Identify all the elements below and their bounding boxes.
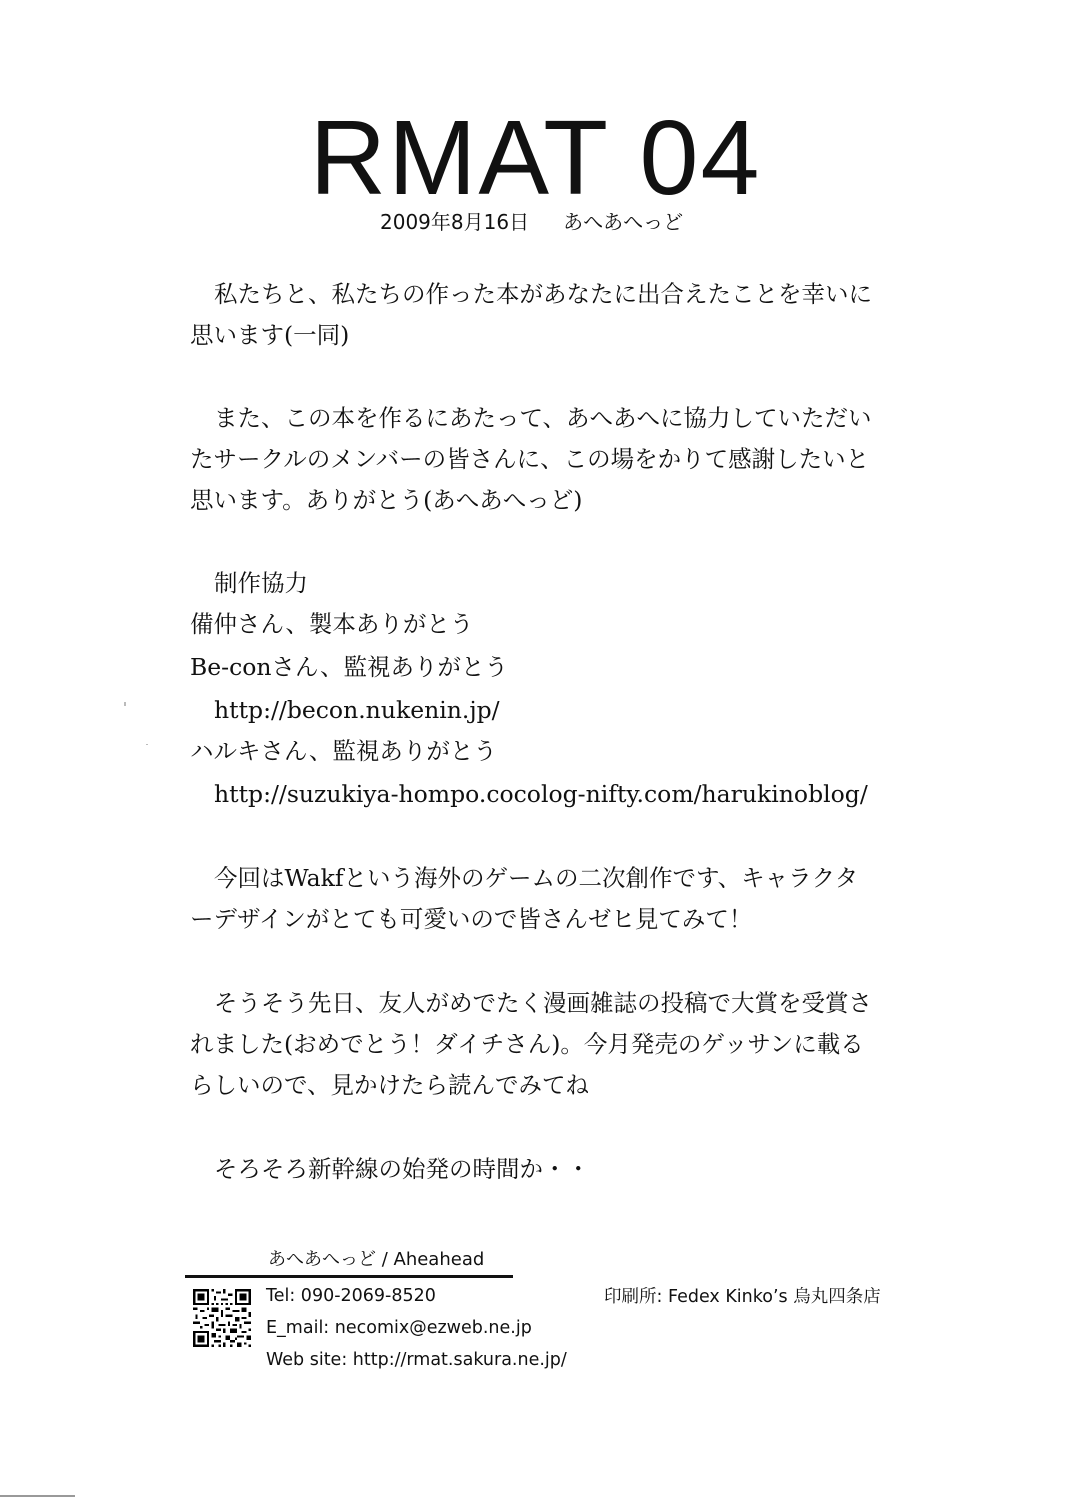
contact-block	[266, 1280, 567, 1376]
paragraph-5-line-1: そろそろ新幹線の始発の時間か・・	[214, 1155, 590, 1183]
publication-line	[380, 207, 800, 237]
qr-code-icon	[193, 1289, 251, 1347]
scan-edge-mark	[0, 1495, 75, 1497]
footer-divider	[185, 1275, 513, 1278]
website-link[interactable]: Web site: http://rmat.sakura.ne.jp/	[266, 1350, 567, 1370]
credit-line-1: 備仲さん、製本ありがとう	[190, 610, 474, 638]
paragraph-4-line-1: そうそう先日、友人がめでたく漫画雑誌の投稿で大賞を受賞さ	[214, 989, 872, 1017]
email-address[interactable]: E_mail: necomix@ezweb.ne.jp	[266, 1318, 532, 1338]
publication-date: 2009年8月16日	[380, 210, 530, 234]
circle-name: あへあへっど	[563, 210, 684, 234]
credit-url-1[interactable]: http://becon.nukenin.jp/	[214, 696, 500, 724]
printer-credit: 印刷所: Fedex Kinko’s 烏丸四条店	[604, 1287, 881, 1307]
footer-circle-name: あへあへっど / Aheahead	[268, 1249, 485, 1270]
credit-line-2: Be-conさん、監視ありがとう	[190, 653, 508, 681]
scan-speck	[124, 702, 126, 706]
paragraph-2-line-2: たサークルのメンバーの皆さんに、この場をかりて感謝したいと	[190, 445, 870, 473]
credits-heading: 制作協力	[214, 569, 308, 597]
credit-line-3: ハルキさん、監視ありがとう	[190, 737, 497, 765]
telephone: Tel: 090-2069-8520	[266, 1286, 436, 1306]
credit-url-2[interactable]: http://suzukiya-hompo.cocolog-nifty.com/harukinoblog/	[214, 780, 868, 808]
paragraph-1-line-2: 思います(一同)	[190, 321, 350, 349]
paragraph-2-line-1: また、この本を作るにあたって、あへあへに協力していただい	[214, 404, 872, 432]
scan-speck	[146, 744, 148, 745]
paragraph-4-line-2: れました(おめでとう！ダイチさん)。今月発売のゲッサンに載る	[190, 1030, 864, 1058]
paragraph-1-line-1: 私たちと、私たちの作った本があなたに出合えたことを幸いに	[214, 280, 872, 308]
page-title: RMAT 04	[309, 99, 762, 217]
paragraph-2-line-3: 思います。ありがとう(あへあへっど)	[190, 486, 583, 514]
paragraph-4-line-3: らしいので、見かけたら読んでみてね	[190, 1071, 590, 1099]
paragraph-3-line-1: 今回はWakfという海外のゲームの二次創作です、キャラクタ	[214, 864, 859, 892]
paragraph-3-line-2: ーデザインがとても可愛いので皆さんゼヒ見てみて！	[190, 905, 753, 933]
